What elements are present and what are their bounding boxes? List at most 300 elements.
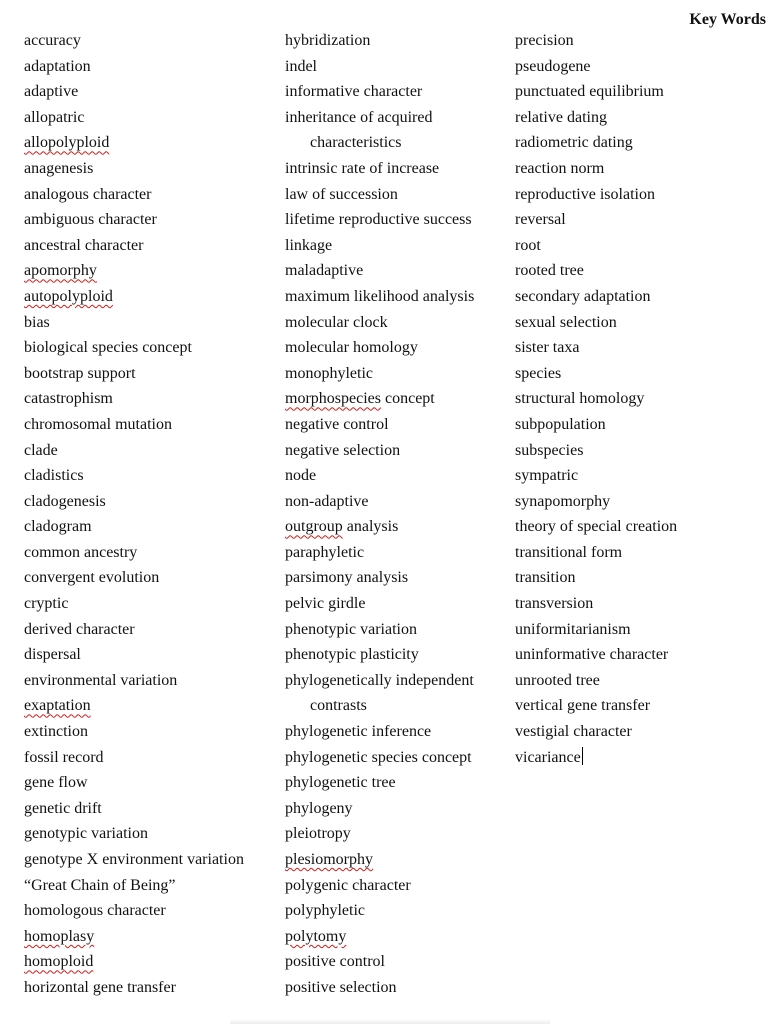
page-heading: Key Words (689, 11, 766, 28)
keyword-text (24, 719, 279, 745)
keyword-item[interactable] (285, 156, 510, 182)
keyword-text (285, 182, 510, 208)
keyword-term: common ancestry (24, 543, 138, 561)
keyword-term: polyphyletic (285, 902, 365, 920)
keyword-term: ambiguous character (24, 211, 157, 229)
spellcheck-flagged-word: allopolyploid (24, 134, 110, 152)
keyword-text (24, 28, 279, 54)
keyword-item[interactable] (285, 386, 510, 412)
keyword-text (24, 975, 279, 1001)
keyword-text (285, 463, 510, 489)
keyword-text (285, 284, 510, 310)
keyword-item[interactable] (515, 182, 770, 208)
keyword-item[interactable] (24, 156, 279, 182)
keyword-item[interactable] (515, 591, 770, 617)
keyword-text (24, 207, 279, 233)
keyword-text (515, 233, 770, 259)
keyword-item[interactable] (285, 79, 510, 105)
keyword-text (285, 770, 510, 796)
keyword-continuation: characteristics (310, 134, 402, 152)
keyword-text (515, 130, 770, 156)
keyword-text (515, 284, 770, 310)
keyword-text (285, 847, 510, 873)
keyword-item[interactable] (285, 591, 510, 617)
keyword-item[interactable] (515, 693, 770, 719)
keyword-item[interactable] (285, 233, 510, 259)
keyword-item[interactable] (24, 412, 279, 438)
keyword-term: chromosomal mutation (24, 415, 172, 433)
keyword-item[interactable] (24, 591, 279, 617)
keyword-text (285, 642, 510, 668)
keyword-term-rest: concept (380, 390, 435, 408)
keyword-term: negative selection (285, 441, 401, 459)
keyword-term: pleiotropy (285, 825, 351, 843)
keyword-item[interactable] (285, 284, 510, 310)
keyword-item[interactable] (24, 233, 279, 259)
keyword-text (285, 258, 510, 284)
keyword-item[interactable] (24, 540, 279, 566)
keyword-item[interactable] (285, 310, 510, 336)
keyword-text (515, 310, 770, 336)
spellcheck-flagged-word: plesiomorphy (285, 851, 373, 868)
keyword-item[interactable] (285, 207, 510, 233)
keyword-item[interactable] (515, 28, 770, 54)
keyword-item[interactable] (24, 514, 279, 540)
keyword-item[interactable] (285, 361, 510, 387)
keyword-text (515, 335, 770, 361)
keyword-term-rest: analysis (342, 518, 399, 536)
keyword-item[interactable] (515, 565, 770, 591)
keyword-term: reversal (515, 211, 566, 229)
keyword-text (24, 79, 279, 105)
keyword-term: transitional form (515, 543, 623, 561)
keyword-text (515, 693, 770, 719)
keyword-term: molecular homology (285, 339, 418, 357)
keyword-item[interactable] (285, 949, 510, 975)
spellcheck-flagged-word: homoploid (24, 953, 94, 971)
keyword-text (285, 233, 510, 259)
keyword-column-2 (285, 28, 510, 1001)
keyword-text (515, 28, 770, 54)
keyword-item[interactable] (515, 233, 770, 259)
keyword-text (285, 821, 510, 847)
keyword-item[interactable] (24, 617, 279, 643)
keyword-term: negative control (285, 415, 389, 433)
keyword-item[interactable] (515, 642, 770, 668)
keyword-text (24, 949, 279, 975)
keyword-item[interactable] (285, 335, 510, 361)
keyword-item[interactable] (24, 489, 279, 515)
keyword-term: environmental variation (24, 671, 178, 689)
keyword-column-3 (515, 28, 770, 770)
keyword-item[interactable] (285, 182, 510, 208)
keyword-term: phenotypic plasticity (285, 646, 419, 664)
keyword-term: genotype X environment variation (24, 851, 244, 868)
keyword-item[interactable] (515, 284, 770, 310)
keyword-term: paraphyletic (285, 543, 365, 561)
spellcheck-flagged-word: autopolyploid (24, 287, 113, 305)
keyword-item[interactable] (285, 28, 510, 54)
keyword-text (24, 565, 279, 591)
keyword-text (515, 489, 770, 515)
keyword-item[interactable] (24, 258, 279, 284)
keyword-term: bootstrap support (24, 364, 136, 382)
keyword-item[interactable] (285, 540, 510, 566)
keyword-text (285, 514, 510, 540)
keyword-text (24, 386, 279, 412)
keyword-term: transition (515, 569, 576, 587)
keyword-text (515, 182, 770, 208)
keyword-item[interactable] (24, 79, 279, 105)
keyword-item[interactable] (285, 463, 510, 489)
keyword-term: vertical gene transfer (515, 697, 651, 715)
keyword-item[interactable] (285, 668, 510, 719)
keyword-term: catastrophism (24, 390, 113, 408)
keyword-term: non-adaptive (285, 492, 369, 510)
keyword-item[interactable] (515, 386, 770, 412)
keyword-continuation: contrasts (310, 697, 367, 715)
keyword-term: monophyletic (285, 364, 373, 382)
keyword-text (515, 438, 770, 464)
keyword-item[interactable] (285, 514, 510, 540)
keyword-text (24, 591, 279, 617)
keyword-item[interactable] (285, 642, 510, 668)
keyword-item[interactable] (515, 258, 770, 284)
keyword-term: relative dating (515, 108, 607, 126)
keyword-item[interactable] (285, 796, 510, 822)
keyword-item[interactable] (515, 79, 770, 105)
keyword-text (24, 770, 279, 796)
keyword-text (24, 873, 279, 899)
keyword-item[interactable] (24, 310, 279, 336)
keyword-item[interactable] (24, 745, 279, 771)
keyword-text (515, 79, 770, 105)
keyword-text (285, 105, 510, 131)
keyword-item[interactable] (24, 335, 279, 361)
keyword-term: parsimony analysis (285, 569, 409, 587)
keyword-text (515, 745, 770, 771)
keyword-text (515, 386, 770, 412)
keyword-text (515, 617, 770, 643)
keyword-item[interactable] (24, 898, 279, 924)
keyword-term: linkage (285, 236, 333, 254)
spellcheck-flagged-word: polytomy (285, 927, 347, 945)
keyword-item[interactable] (515, 310, 770, 336)
keyword-item[interactable] (24, 361, 279, 387)
keyword-text (24, 182, 279, 208)
keyword-item[interactable] (285, 258, 510, 284)
keyword-text (24, 438, 279, 464)
keyword-item[interactable] (285, 873, 510, 899)
keyword-item[interactable] (515, 207, 770, 233)
keyword-text (515, 54, 770, 80)
keyword-text (285, 745, 510, 771)
keyword-text (285, 310, 510, 336)
spellcheck-flagged-word: homoplasy (24, 927, 95, 945)
keyword-item[interactable] (24, 130, 279, 156)
keyword-term: uniformitarianism (515, 620, 631, 638)
keyword-term: homologous character (24, 902, 166, 920)
keyword-term: dispersal (24, 646, 81, 664)
keyword-term: reaction norm (515, 159, 605, 177)
keyword-term: clade (24, 441, 58, 459)
keyword-text (515, 540, 770, 566)
keyword-text (285, 207, 510, 233)
keyword-text (24, 335, 279, 361)
keyword-item[interactable] (285, 847, 510, 873)
keyword-text (24, 156, 279, 182)
keyword-term: informative character (285, 83, 423, 101)
keyword-text (285, 924, 510, 950)
keyword-text (24, 924, 279, 950)
keyword-item[interactable] (515, 668, 770, 694)
keyword-item[interactable] (515, 745, 770, 771)
keyword-text (515, 463, 770, 489)
keyword-term: genetic drift (24, 799, 102, 817)
keyword-item[interactable] (24, 182, 279, 208)
keyword-item[interactable] (285, 719, 510, 745)
keyword-item[interactable] (24, 463, 279, 489)
keyword-item[interactable] (24, 949, 279, 975)
keyword-text (24, 258, 279, 284)
keyword-item[interactable] (24, 642, 279, 668)
keyword-text (515, 207, 770, 233)
keyword-text (285, 565, 510, 591)
keyword-item[interactable] (24, 207, 279, 233)
keyword-item[interactable] (515, 463, 770, 489)
keyword-item[interactable] (515, 719, 770, 745)
keyword-text (285, 335, 510, 361)
keyword-text (24, 668, 279, 694)
keyword-term: “Great Chain of Being” (24, 876, 176, 894)
keyword-text (24, 821, 279, 847)
keyword-item[interactable] (24, 284, 279, 310)
keyword-text (24, 745, 279, 771)
keyword-term: genotypic variation (24, 825, 148, 843)
keyword-text (24, 130, 279, 156)
keyword-item[interactable] (515, 489, 770, 515)
keyword-text (24, 54, 279, 80)
keyword-text (285, 28, 510, 54)
keyword-item[interactable] (515, 54, 770, 80)
keyword-text (24, 796, 279, 822)
keyword-term: gene flow (24, 774, 88, 792)
keyword-term: sister taxa (515, 339, 580, 357)
keyword-term: phylogenetic tree (285, 774, 396, 792)
keyword-term: molecular clock (285, 313, 388, 331)
keyword-item[interactable] (285, 438, 510, 464)
keyword-text (515, 719, 770, 745)
keyword-term: radiometric dating (515, 134, 633, 152)
keyword-item[interactable] (24, 873, 279, 899)
keyword-text (285, 719, 510, 745)
keyword-term: vestigial character (515, 723, 632, 741)
keyword-item[interactable] (285, 54, 510, 80)
keyword-item[interactable] (285, 975, 510, 1001)
keyword-term: phylogenetic inference (285, 723, 432, 741)
keyword-item[interactable] (24, 668, 279, 694)
keyword-text (24, 847, 279, 873)
keyword-term: extinction (24, 723, 88, 741)
keyword-text (24, 233, 279, 259)
keyword-text (515, 565, 770, 591)
keyword-term: analogous character (24, 185, 152, 203)
keyword-term: horizontal gene transfer (24, 978, 176, 996)
keyword-item[interactable] (24, 796, 279, 822)
keyword-text (515, 412, 770, 438)
keyword-item[interactable] (285, 412, 510, 438)
keyword-item[interactable] (285, 105, 510, 156)
keyword-text (24, 284, 279, 310)
keyword-term: pelvic girdle (285, 595, 366, 613)
keyword-text (285, 54, 510, 80)
keyword-item[interactable] (515, 412, 770, 438)
keyword-text (515, 258, 770, 284)
keyword-text (285, 668, 510, 694)
keyword-text (285, 540, 510, 566)
keyword-item[interactable] (515, 105, 770, 131)
keyword-text (24, 514, 279, 540)
keyword-term: species (515, 364, 562, 382)
keyword-term: phylogenetically independent (285, 671, 474, 689)
keyword-item[interactable] (285, 745, 510, 771)
keyword-item[interactable] (24, 105, 279, 131)
keyword-term: transversion (515, 595, 594, 613)
keyword-item[interactable] (515, 156, 770, 182)
keyword-item[interactable] (285, 489, 510, 515)
keyword-item[interactable] (285, 770, 510, 796)
spellcheck-flagged-word: exaptation (24, 697, 91, 715)
keyword-term: unrooted tree (515, 671, 600, 689)
keyword-text (24, 693, 279, 719)
keyword-text (285, 949, 510, 975)
keyword-text (285, 873, 510, 899)
keyword-term: subpopulation (515, 415, 606, 433)
keyword-term: ancestral character (24, 236, 144, 254)
keyword-item[interactable] (285, 898, 510, 924)
keyword-item[interactable] (24, 438, 279, 464)
keyword-term: intrinsic rate of increase (285, 159, 440, 177)
keyword-text (285, 591, 510, 617)
keyword-term: adaptive (24, 83, 79, 101)
keyword-item[interactable] (24, 847, 279, 873)
keyword-item[interactable] (285, 924, 510, 950)
keyword-term: rooted tree (515, 262, 584, 280)
keyword-term: hybridization (285, 32, 371, 49)
keyword-text (24, 489, 279, 515)
keyword-term: positive selection (285, 978, 397, 996)
keyword-term: indel (285, 57, 317, 75)
keyword-text (285, 898, 510, 924)
keyword-text (515, 514, 770, 540)
keyword-term: allopatric (24, 108, 85, 126)
keyword-term: derived character (24, 620, 135, 638)
keyword-term: root (515, 236, 541, 254)
keyword-term: phylogeny (285, 799, 353, 817)
keyword-term: pseudogene (515, 57, 591, 75)
keyword-term: anagenesis (24, 159, 94, 177)
keyword-term: law of succession (285, 185, 398, 203)
keyword-item[interactable] (515, 514, 770, 540)
keyword-item[interactable] (515, 130, 770, 156)
keyword-text (285, 156, 510, 182)
keyword-text (515, 668, 770, 694)
keyword-text (24, 898, 279, 924)
keyword-text (24, 642, 279, 668)
keyword-item[interactable] (24, 821, 279, 847)
keyword-term: fossil record (24, 748, 104, 766)
keyword-term: bias (24, 313, 50, 331)
keyword-text (515, 156, 770, 182)
keyword-term: convergent evolution (24, 569, 160, 587)
keyword-term: precision (515, 32, 574, 49)
keyword-item[interactable] (515, 335, 770, 361)
keyword-text (24, 412, 279, 438)
keyword-term: cladistics (24, 467, 84, 485)
keyword-item[interactable] (515, 617, 770, 643)
keyword-text (285, 412, 510, 438)
keyword-text (24, 105, 279, 131)
keyword-item[interactable] (24, 386, 279, 412)
keyword-item[interactable] (515, 438, 770, 464)
keyword-item[interactable] (24, 693, 279, 719)
keyword-item[interactable] (24, 770, 279, 796)
spellcheck-flagged-word: morphospecies (285, 390, 381, 408)
keyword-item[interactable] (24, 54, 279, 80)
keyword-text (24, 617, 279, 643)
keyword-term: cladogram (24, 518, 92, 536)
keyword-text (285, 796, 510, 822)
keyword-item[interactable] (285, 617, 510, 643)
keyword-term: accuracy (24, 32, 81, 49)
keyword-text (285, 975, 510, 1001)
keyword-term: sexual selection (515, 313, 617, 331)
keyword-term: phenotypic variation (285, 620, 417, 638)
keyword-item[interactable] (515, 361, 770, 387)
keyword-item[interactable] (24, 975, 279, 1001)
keyword-term: phylogenetic species concept (285, 748, 472, 766)
keyword-item[interactable] (24, 719, 279, 745)
keyword-term: theory of special creation (515, 518, 678, 536)
keyword-text (515, 361, 770, 387)
keyword-text (24, 310, 279, 336)
keyword-term: adaptation (24, 57, 91, 75)
keyword-term: synapomorphy (515, 492, 611, 510)
keyword-term: lifetime reproductive success (285, 211, 472, 229)
keyword-column-1 (24, 28, 279, 1001)
keyword-term: polygenic character (285, 876, 411, 894)
keyword-term: biological species concept (24, 339, 192, 357)
keyword-text (285, 79, 510, 105)
keyword-text (24, 540, 279, 566)
keyword-term: positive control (285, 953, 385, 971)
keyword-term: node (285, 467, 317, 485)
keyword-item[interactable] (285, 821, 510, 847)
keyword-text (515, 105, 770, 131)
keyword-item[interactable] (24, 924, 279, 950)
keyword-item[interactable] (515, 540, 770, 566)
keyword-item[interactable] (24, 565, 279, 591)
keyword-term: cryptic (24, 595, 69, 613)
keyword-term: structural homology (515, 390, 645, 408)
keyword-term: sympatric (515, 467, 579, 485)
page-bottom-edge (230, 1019, 550, 1024)
keyword-term: maladaptive (285, 262, 364, 280)
keyword-item[interactable] (285, 565, 510, 591)
keyword-item[interactable] (24, 28, 279, 54)
keyword-text (24, 463, 279, 489)
keyword-text (285, 361, 510, 387)
